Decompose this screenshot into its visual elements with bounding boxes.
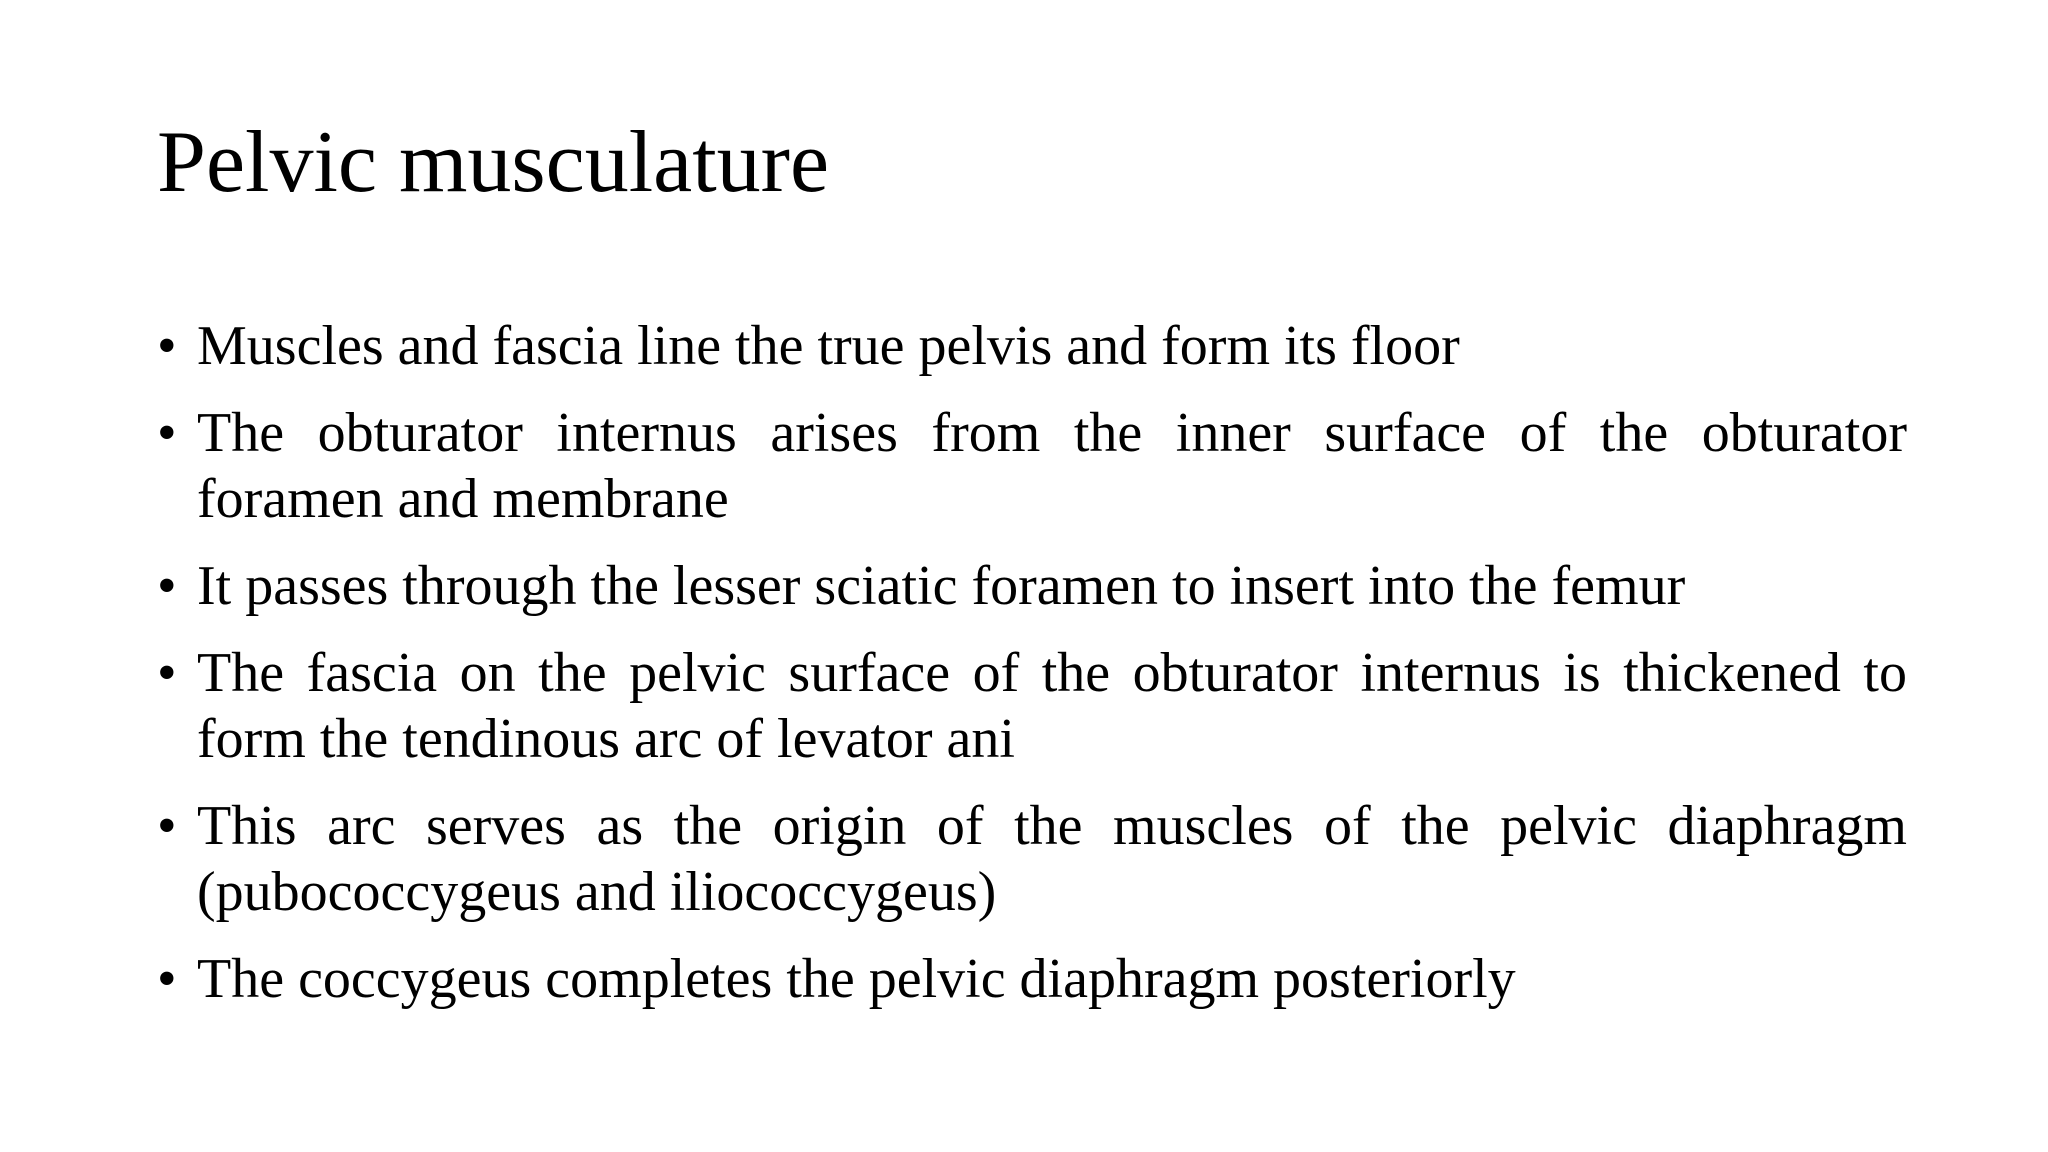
bullet-icon: •	[157, 402, 177, 464]
bullet-text: The coccygeus completes the pelvic diaphragm posteriorly	[197, 948, 1516, 1010]
bullet-item	[157, 793, 1907, 925]
bullet-text: Muscles and fascia line the true pelvis and form its floor	[197, 315, 1460, 377]
bullet-item	[157, 640, 1907, 772]
bullet-item	[157, 313, 1907, 379]
bullet-icon: •	[157, 315, 177, 377]
bullet-icon: •	[157, 948, 177, 1010]
slide-title: Pelvic musculature	[157, 114, 830, 211]
bullet-text: The fascia on the pelvic surface of the obturator internus is thickened to form the tendinous arc of levator ani	[197, 642, 1907, 770]
bullet-icon: •	[157, 795, 177, 857]
bullet-icon: •	[157, 555, 177, 617]
bullet-text: This arc serves as the origin of the muscles of the pelvic diaphragm (pubococcygeus and iliococcygeus)	[197, 795, 1907, 923]
bullet-item	[157, 946, 1907, 1012]
bullet-list	[157, 313, 1907, 1033]
bullet-item	[157, 553, 1907, 619]
bullet-icon: •	[157, 642, 177, 704]
bullet-text: It passes through the lesser sciatic foramen to insert into the femur	[197, 555, 1686, 617]
bullet-item	[157, 400, 1907, 532]
bullet-text: The obturator internus arises from the inner surface of the obturator foramen and membrane	[197, 402, 1907, 530]
